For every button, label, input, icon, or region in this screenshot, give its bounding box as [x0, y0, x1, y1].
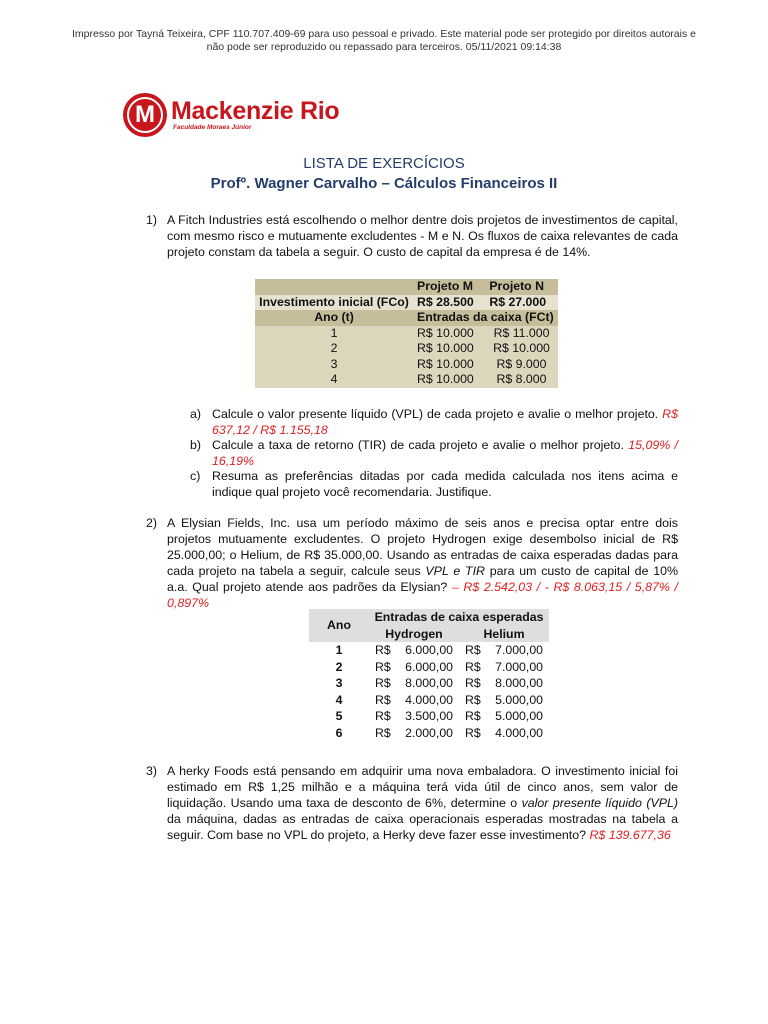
- table-cell: 3: [255, 357, 413, 373]
- table-row: [255, 341, 558, 357]
- document-subtitle: Profº. Wagner Carvalho – Cálculos Financeiros II: [210, 175, 558, 192]
- row-label: Investimento inicial (FCo): [255, 295, 413, 311]
- table-cell: 2: [335, 659, 343, 674]
- table-row-initial-investment: [255, 295, 558, 311]
- question-text: A Elysian Fields, Inc. usa um período máximo de seis anos e precisa optar entre dois projetos mutuamente excludentes. O projeto Hydrogen exige desembolso inicial de R$ 25.000,00; o Helium, de R$ 35.000,00. Usando as entradas de caixa esperadas dadas para cada projeto na tabela a seguir, calcule seus: [167, 516, 678, 578]
- question-text: A herky Foods está pensando em adquirir uma nova embaladora. O investimento inicial foi estimado em R$ 1,25 milhão e a máquina terá vida útil de cinco anos, sem valor de liquidação. Usando uma taxa de desconto de 6%, determine o: [167, 764, 678, 810]
- currency-cell: R$: [375, 725, 391, 740]
- item-answer: R$ 637,12 / R$ 1.155,18: [212, 407, 678, 437]
- watermark-line-1: Impresso por Tayná Teixeira, CPF 110.707.409-69 para uso pessoal e privado. Este material pode ser protegido por direitos autorais e: [72, 28, 696, 40]
- question-1-item-c: [190, 468, 678, 500]
- table-row: [309, 659, 549, 676]
- copyright-watermark: [0, 28, 768, 54]
- table-header-row: [255, 279, 558, 295]
- table-cell: 4.000,00: [405, 692, 453, 707]
- table-cell: 1: [335, 643, 343, 657]
- table-cell: 7.000,00: [495, 643, 543, 657]
- table-row: [255, 326, 558, 342]
- logo-name: Mackenzie Rio: [171, 97, 340, 125]
- table-cell: 1: [255, 326, 413, 342]
- table-cell: 6: [335, 725, 343, 740]
- table-cell: R$ 9.000: [485, 357, 557, 373]
- table-subheader-cell: Entradas da caixa (FCt): [413, 310, 558, 326]
- table-cell: 4.000,00: [495, 725, 543, 740]
- table-row: [255, 357, 558, 373]
- currency-cell: R$: [465, 643, 481, 657]
- currency-cell: R$: [465, 676, 481, 690]
- currency-cell: R$: [465, 725, 481, 740]
- item-letter: b): [190, 438, 202, 452]
- item-text: Calcule a taxa de retorno (TIR) de cada projeto e avalie o melhor projeto.: [212, 438, 629, 452]
- table-row: [309, 708, 549, 725]
- logo-letter: M: [135, 101, 155, 128]
- row-label: Ano (t): [255, 310, 413, 326]
- table-cell: 5.000,00: [495, 692, 543, 707]
- table-cell: 5.000,00: [495, 709, 543, 723]
- currency-cell: R$: [375, 676, 391, 690]
- table-cell: 2.000,00: [405, 725, 453, 740]
- question-number: 3): [146, 764, 158, 778]
- mackenzie-logo: [123, 92, 339, 138]
- table-row: [255, 372, 558, 388]
- table-cell: 4: [335, 692, 343, 707]
- item-letter: c): [190, 469, 201, 483]
- table-cell: 3: [335, 676, 343, 690]
- table-cell: R$ 10.000: [413, 372, 485, 388]
- item-answer: 15,09% / 16,19%: [212, 438, 678, 468]
- table-cell: R$ 10.000: [413, 357, 485, 373]
- table-row: [309, 725, 549, 742]
- question-number: 2): [146, 516, 158, 530]
- question-text: da máquina, dadas as entradas de caixa operacionais esperadas mostradas na tabela a seguir. Com base no VPL do projeto, a Herky deve fazer esse investimento?: [167, 812, 678, 842]
- logo-emblem-icon: [123, 93, 167, 137]
- currency-cell: R$: [375, 692, 391, 707]
- currency-cell: R$: [375, 709, 391, 723]
- table-cell: 8.000,00: [495, 676, 543, 690]
- currency-cell: R$: [465, 709, 481, 723]
- table-hydrogen-helium: [309, 609, 549, 741]
- table-header-cell: Ano: [309, 609, 369, 642]
- table-cell: 7.000,00: [495, 659, 543, 674]
- table-cell: R$ 11.000: [485, 326, 557, 342]
- table-header-cell: Helium: [459, 626, 549, 643]
- currency-cell: R$: [375, 659, 391, 674]
- question-1-item-a: [190, 406, 678, 438]
- table-cell: R$ 28.500: [413, 295, 485, 311]
- table-cell: 8.000,00: [405, 676, 453, 690]
- table-cell: 6.000,00: [405, 659, 453, 674]
- table-cell: R$ 10.000: [485, 341, 557, 357]
- table-header-cell: Projeto N: [485, 279, 557, 295]
- currency-cell: R$: [375, 643, 391, 657]
- table-header-cell: [255, 279, 413, 295]
- question-text: para um custo de capital de 10% a.a. Qual projeto atende aos padrões da Elysian?: [167, 564, 679, 594]
- table-subheader-row: [255, 310, 558, 326]
- question-3: [146, 763, 678, 843]
- table-header-cell: Projeto M: [413, 279, 485, 295]
- table-cell: 3.500,00: [405, 709, 453, 723]
- table-cell: 4: [255, 372, 413, 388]
- table-row: [309, 675, 549, 692]
- logo-subtitle: Faculdade Moraes Júnior: [173, 124, 252, 131]
- table-header-cell: Hydrogen: [369, 626, 459, 643]
- question-answer: R$ 139.677,36: [589, 828, 671, 842]
- table-header-row: [309, 609, 549, 626]
- table-cell: R$ 8.000: [485, 372, 557, 388]
- item-letter: a): [190, 407, 202, 421]
- question-answer: – R$ 2.542,03 / - R$ 8.063,15 / 5,87% / 0,897%: [167, 580, 678, 610]
- table-group-header: Entradas de caixa esperadas: [369, 609, 549, 626]
- question-text-italic: VPL e TIR: [425, 564, 485, 578]
- table-projects-m-n: [255, 279, 558, 388]
- question-number: 1): [146, 213, 158, 227]
- item-text: Resuma as preferências ditadas por cada medida calculada nos itens acima e indique qual projeto você recomendaria. Justifique.: [212, 469, 678, 499]
- question-1-item-b: [190, 437, 678, 469]
- currency-cell: R$: [465, 692, 481, 707]
- question-text: A Fitch Industries está escolhendo o melhor dentre dois projetos de investimentos de capital, com mesmo risco e mutuamente excludentes - M e N. Os fluxos de caixa relevantes de cada projeto constam da tabela a seguir. O custo de capital da empresa é de 14%.: [167, 213, 678, 259]
- question-text-italic: valor presente líquido (VPL): [521, 796, 679, 810]
- table-cell: 6.000,00: [405, 643, 453, 657]
- table-cell: R$ 10.000: [413, 341, 485, 357]
- table-cell: 2: [255, 341, 413, 357]
- question-2: [146, 515, 678, 611]
- table-cell: R$ 10.000: [413, 326, 485, 342]
- currency-cell: R$: [465, 659, 481, 674]
- table-cell: 5: [335, 709, 343, 723]
- table-row: [309, 642, 549, 659]
- item-text: Calcule o valor presente líquido (VPL) de cada projeto e avalie o melhor projeto.: [212, 407, 663, 421]
- document-header: [0, 154, 768, 194]
- document-title: LISTA DE EXERCÍCIOS: [303, 155, 465, 172]
- question-1: [146, 212, 678, 260]
- table-cell: R$ 27.000: [485, 295, 557, 311]
- table-row: [309, 692, 549, 709]
- watermark-line-2: não pode ser reproduzido ou repassado para terceiros. 05/11/2021 09:14:38: [206, 41, 562, 53]
